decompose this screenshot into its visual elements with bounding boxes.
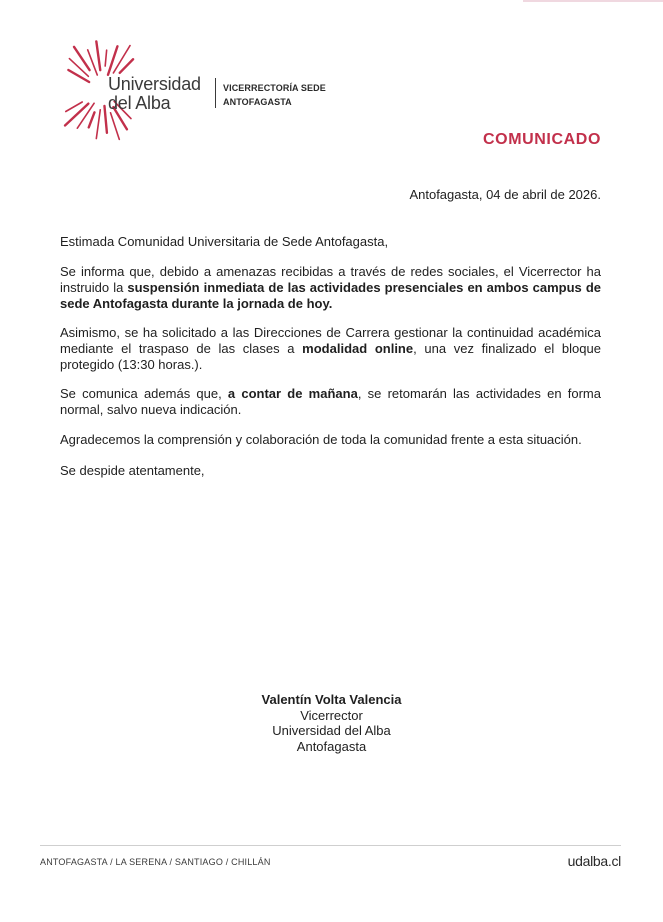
farewell <box>60 463 601 479</box>
signer-institution: Universidad del Alba <box>272 723 391 738</box>
signer-role: Vicerrector <box>300 707 363 723</box>
signer-city: Antofagasta <box>296 738 367 754</box>
paragraph-resume <box>60 386 601 418</box>
university-logo-text <box>108 75 201 113</box>
paragraph-2 <box>60 325 601 373</box>
paragraph-suspension <box>60 264 601 312</box>
p1-bold: suspensión inmediata de las actividades presenciales en ambos campus de sede Antofagasta durante la jornada de hoy. <box>60 280 601 311</box>
sede-line-1: VICERRECTORÍA SEDE <box>223 83 326 93</box>
greeting-text: Estimada Comunidad Universitaria de Sede Antofagasta, <box>60 234 389 249</box>
top-accent-bar <box>523 0 663 2</box>
logo-line-2: del Alba <box>108 93 171 113</box>
paragraph-4: Agradecemos la comprensión y colaboración de toda la comunidad frente a esta situación. <box>60 432 582 447</box>
signer-name: Valentín Volta Valencia <box>261 692 402 707</box>
p3-text-c: , se retomarán las actividades en forma normal, salvo nueva indicación. <box>60 386 601 417</box>
paragraph-thanks <box>60 432 601 448</box>
footer-url: udalba.cl <box>567 853 621 869</box>
paragraph-1 <box>60 264 601 312</box>
p1-text: Se informa que, debido a amenazas recibidas a través de redes sociales, el Vicerrector ha instruido la <box>60 264 601 295</box>
document-date: Antofagasta, 04 de abril de 2026. <box>409 187 601 202</box>
logo-divider <box>215 78 216 108</box>
p3-text-a: Se comunica además que, <box>60 386 228 401</box>
sede-line-2: ANTOFAGASTA <box>223 97 292 107</box>
logo-line-1: Universidad <box>108 74 201 94</box>
p2-text-a: Asimismo, se ha solicitado a las Direcciones de Carrera gestionar la continuidad académica mediante el traspaso de las clases a <box>60 325 601 356</box>
footer-cities: ANTOFAGASTA / LA SERENA / SANTIAGO / CHILLÁN <box>40 857 271 867</box>
paragraph-3 <box>60 386 601 418</box>
greeting <box>60 234 601 250</box>
sede-label <box>223 81 326 109</box>
footer-divider <box>40 845 621 846</box>
signature-block <box>0 692 663 754</box>
p3-bold: a contar de mañana <box>227 386 358 401</box>
document-title: COMUNICADO <box>483 131 601 148</box>
farewell-text: Se despide atentamente, <box>60 463 205 478</box>
paragraph-online <box>60 325 601 373</box>
p2-text-c: , una vez finalizado el bloque protegido (13:30 horas.). <box>60 341 601 372</box>
p2-bold: modalidad online <box>302 341 414 356</box>
